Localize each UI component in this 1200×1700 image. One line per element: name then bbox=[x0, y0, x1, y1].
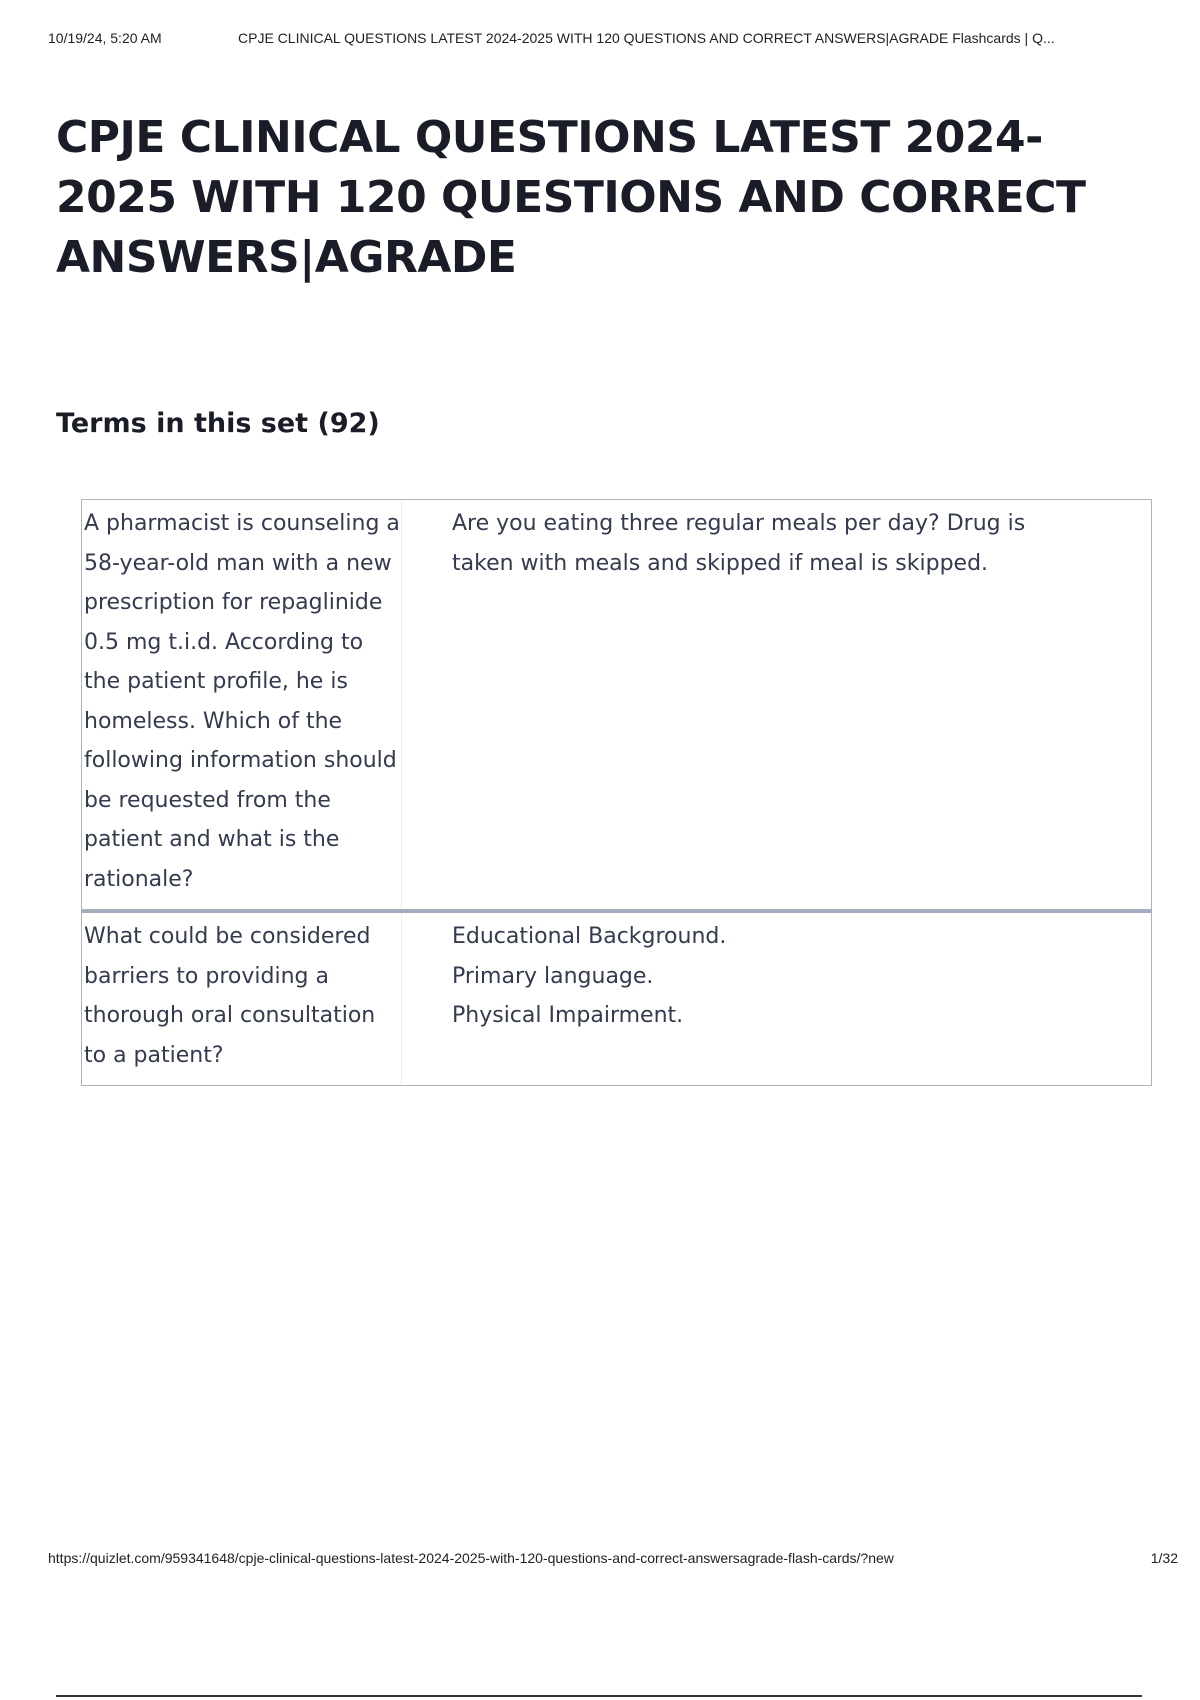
page-url: https://quizlet.com/959341648/cpje-clinical-questions-latest-2024-2025-with-120-questions-and-correct-answersagrade-flash-cards/?new bbox=[48, 1550, 894, 1566]
flashcard-list bbox=[81, 499, 1152, 1086]
print-document-title: CPJE CLINICAL QUESTIONS LATEST 2024-2025 WITH 120 QUESTIONS AND CORRECT ANSWERS|AGRADE Flashcards | Q... bbox=[238, 30, 1055, 46]
bottom-divider bbox=[56, 1695, 1142, 1697]
page-number: 1/32 bbox=[1150, 1550, 1178, 1566]
page-title: CPJE CLINICAL QUESTIONS LATEST 2024-2025 WITH 120 QUESTIONS AND CORRECT ANSWERS|AGRADE bbox=[56, 112, 1086, 283]
print-footer bbox=[48, 1550, 1178, 1570]
terms-count-heading: Terms in this set (92) bbox=[56, 408, 380, 439]
flashcard-definition: Are you eating three regular meals per day? Drug is taken with meals and skipped if meal is skipped. bbox=[452, 511, 1026, 576]
flashcard-row bbox=[81, 910, 1152, 1086]
flashcard-row bbox=[81, 499, 1152, 910]
print-header bbox=[48, 30, 1178, 50]
flashcard-term: A pharmacist is counseling a 58-year-old man with a new prescription for repaglinide 0.5 mg t.i.d. According to the patient profile, he is homeless. Which of the following information should be requested from the patient and what is the rationale? bbox=[82, 500, 402, 909]
flashcard-term: What could be considered barriers to providing a thorough oral consultation to a patient? bbox=[82, 913, 402, 1085]
print-date: 10/19/24, 5:20 AM bbox=[48, 30, 162, 46]
flashcard-definition: Educational Background. Primary language. Physical Impairment. bbox=[452, 924, 727, 1028]
